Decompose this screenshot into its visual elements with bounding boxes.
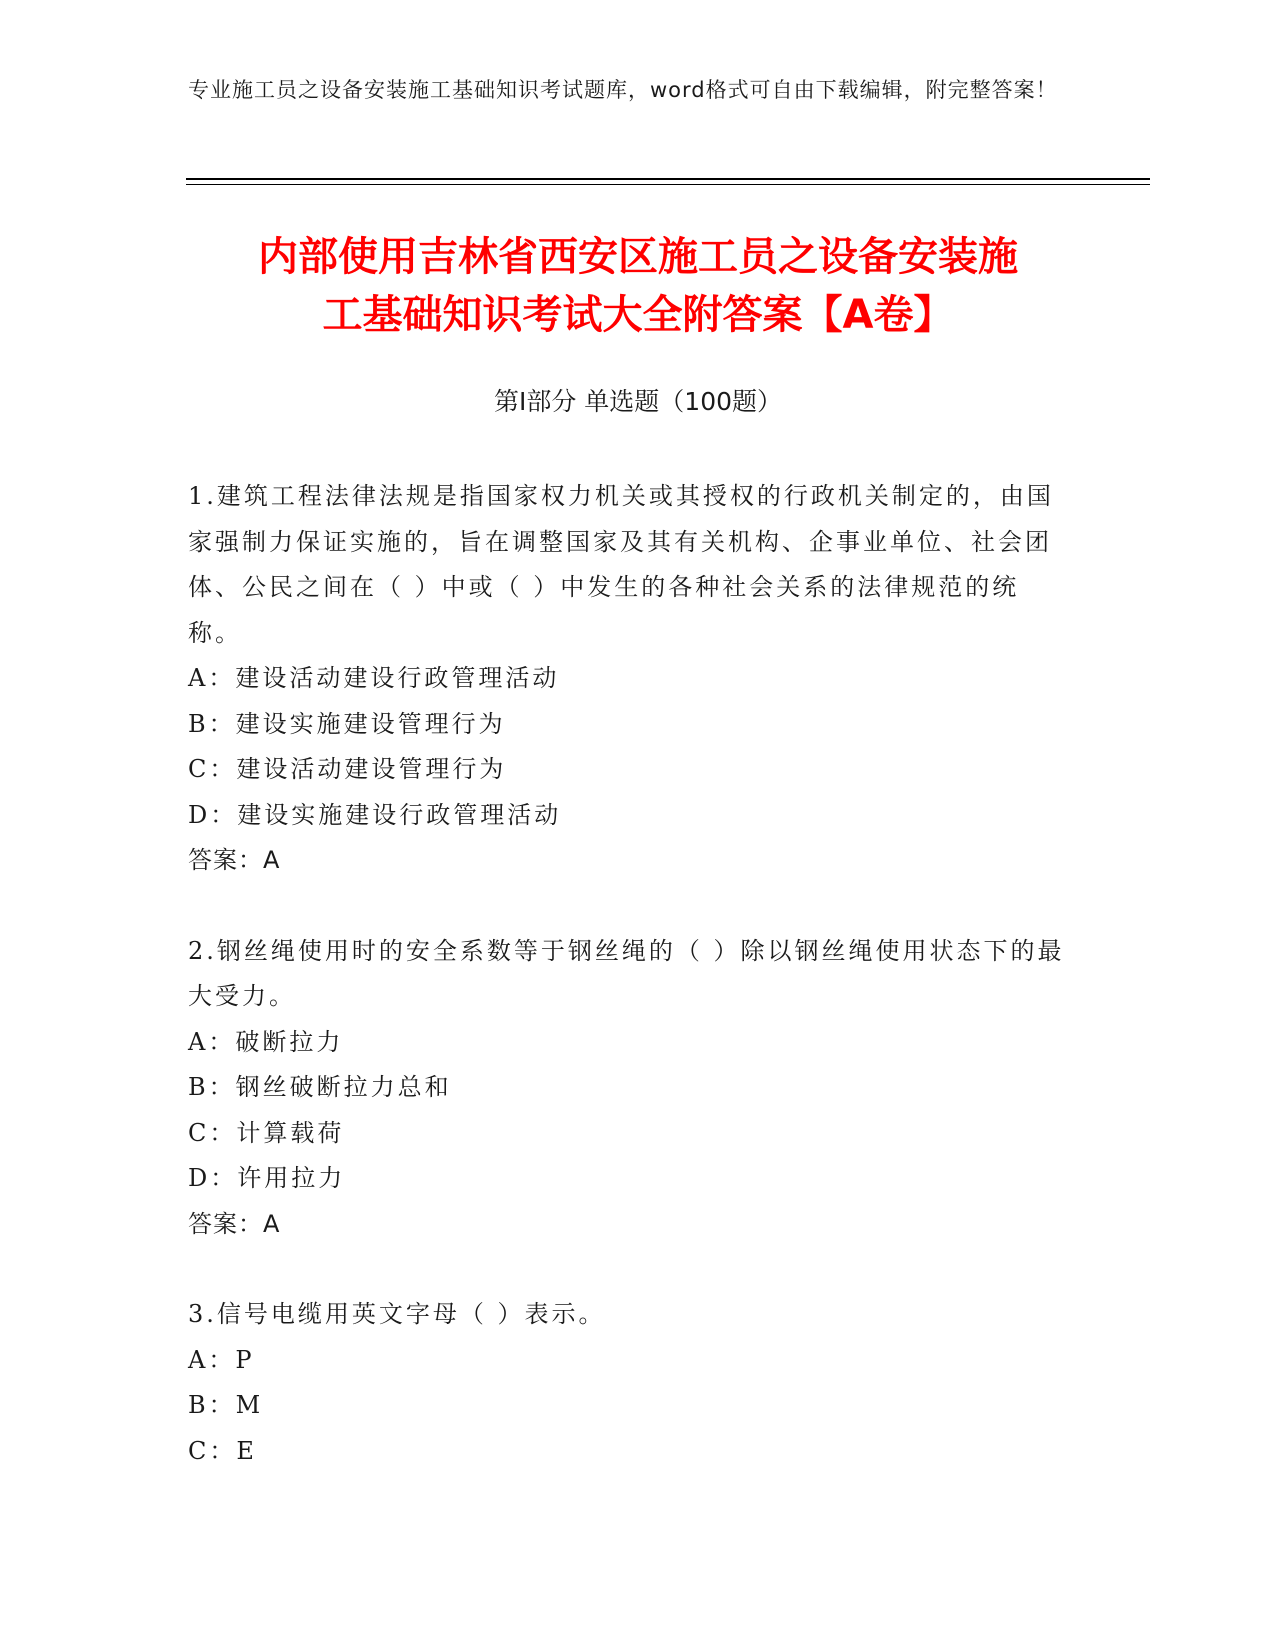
option-c: C：计算载荷	[188, 1118, 345, 1147]
option-b: B：M	[188, 1391, 264, 1419]
option-c: C：建设活动建设管理行为	[188, 755, 507, 783]
header-divider-thick	[186, 178, 1150, 180]
header-divider-thin	[186, 184, 1150, 185]
header-note: 专业施工员之设备安装施工基础知识考试题库，word格式可自由下载编辑，附完整答案！	[188, 78, 1058, 102]
title-line-1: 内部使用吉林省西安区施工员之设备安装施	[258, 234, 1018, 280]
question-1	[188, 474, 1068, 884]
option-a: A：建设活动建设行政管理活动	[188, 664, 560, 692]
question-list	[188, 474, 1068, 1519]
option-d: D：许用拉力	[188, 1164, 346, 1192]
question-3	[188, 1292, 1068, 1474]
option-d: D：建设实施建设行政管理活动	[188, 800, 562, 829]
question-stem: 3.信号电缆用英文字母（ ）表示。	[188, 1300, 606, 1328]
answer-line: 答案：A	[188, 846, 281, 874]
option-b: B：建设实施建设管理行为	[188, 709, 506, 738]
section-title: 第Ⅰ部分 单选题（100题）	[493, 387, 783, 416]
question-stem: 2.钢丝绳使用时的安全系数等于钢丝绳的（ ）除以钢丝绳使用状态下的最大受力。	[188, 936, 1065, 1010]
document-title	[188, 228, 1088, 344]
option-a: A：P	[188, 1345, 255, 1374]
option-c: C：E	[188, 1436, 257, 1465]
title-line-2: 工基础知识考试大全附答案【A卷】	[322, 292, 954, 338]
question-stem: 1.建筑工程法律法规是指国家权力机关或其授权的行政机关制定的，由国家强制力保证实施的，旨在调整国家及其有关机构、企事业单位、社会团体、公民之间在（ ）中或（ ）中发生的各种社会关系的法律规范的统称。	[188, 482, 1054, 647]
answer-line: 答案：A	[188, 1209, 281, 1238]
option-b: B：钢丝破断拉力总和	[188, 1073, 452, 1101]
option-a: A：破断拉力	[188, 1027, 344, 1056]
question-2	[188, 929, 1068, 1248]
